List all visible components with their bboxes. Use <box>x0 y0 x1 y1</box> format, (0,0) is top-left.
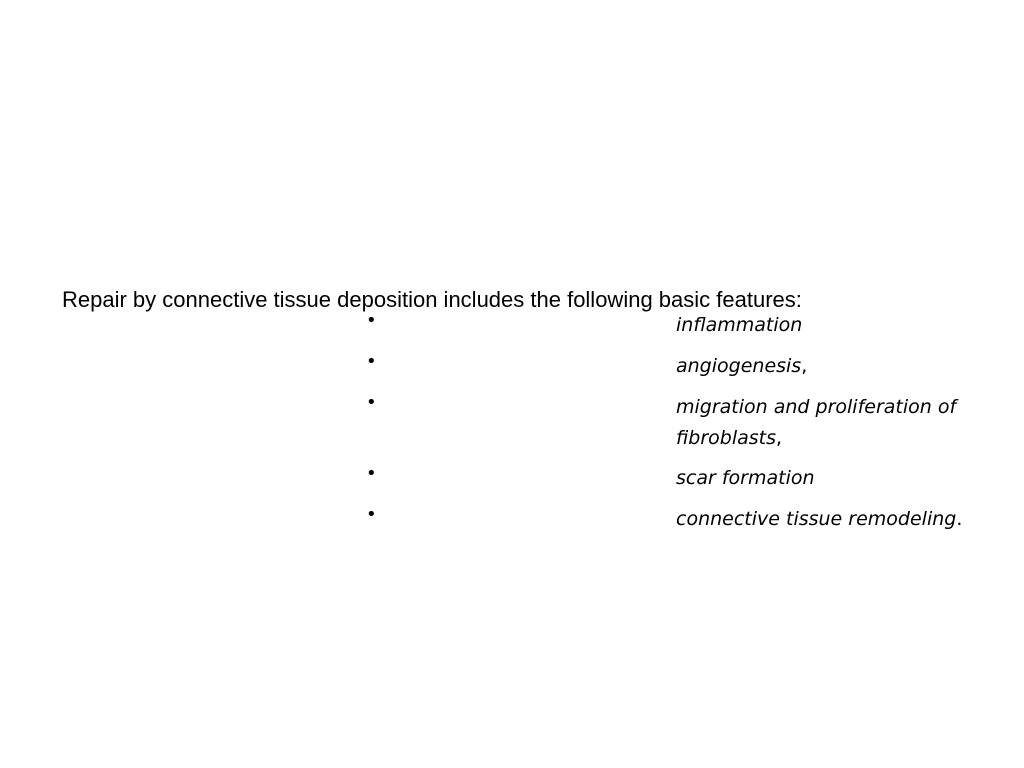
list-item-text <box>676 310 976 341</box>
item-label: connective tissue remodeling <box>676 508 957 530</box>
item-label: scar formation <box>676 467 815 489</box>
list-item-text <box>676 463 976 494</box>
bullet: • <box>366 463 377 484</box>
item-suffix: . <box>956 508 963 530</box>
bullet: • <box>366 392 377 413</box>
slide-heading: Repair by connective tissue deposition includes the following basic features: <box>62 287 802 312</box>
bullet: • <box>366 310 377 331</box>
list-item-text <box>676 504 976 535</box>
item-label: inflammation <box>676 314 803 336</box>
item-suffix: , <box>801 355 808 377</box>
item-label: angiogenesis <box>676 355 802 377</box>
item-suffix: , <box>776 427 783 449</box>
list-item-text <box>676 392 976 454</box>
bullet: • <box>366 351 377 372</box>
list-item-text <box>676 351 976 382</box>
bullet: • <box>366 504 377 525</box>
item-label: migration and proliferation of fibroblasts <box>676 396 957 449</box>
